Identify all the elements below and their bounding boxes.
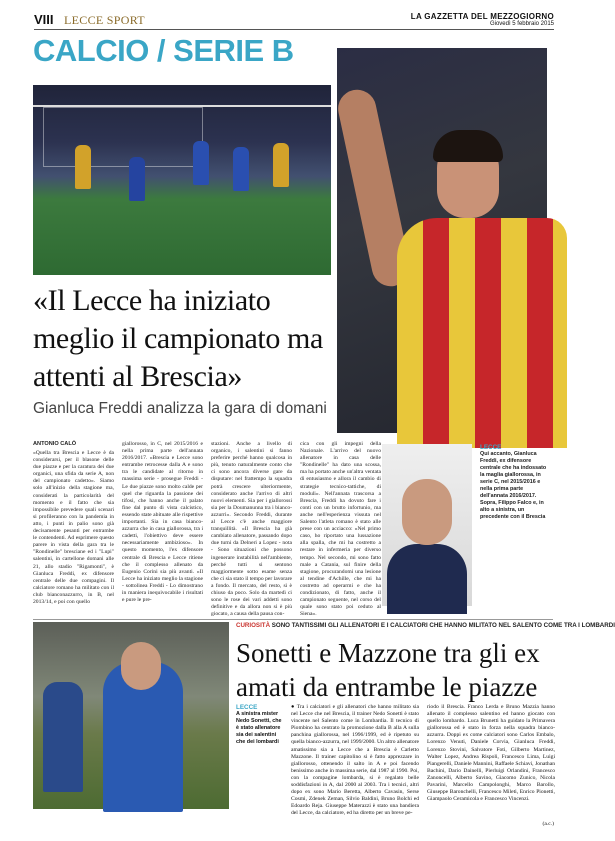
player-hair — [433, 130, 503, 162]
curiosita-strap — [236, 622, 615, 629]
caption-label: LECCE — [236, 704, 258, 711]
caption-text: Qui accanto, Gianluca Freddi, ex difensore centrale che ha indossato la maglia giallorossa, in serie C, nel 2015/2016 e nella prima parte dell'annata 2016/2017. Sopra, Filippo Falco e, in alto a sinistra, un precedente con il Brescia — [480, 451, 547, 520]
photo-caption — [480, 444, 550, 521]
author-signature: (a.c.) — [542, 821, 554, 827]
page-number: VIII — [34, 12, 54, 27]
photo-caption — [236, 704, 286, 746]
player-figure — [233, 147, 249, 191]
lecce-shirt — [397, 218, 567, 448]
player-figure — [129, 157, 145, 201]
subheadline: Gianluca Freddi analizza la gara di domani — [33, 400, 327, 417]
caption-label: LECCE — [480, 444, 502, 451]
caption-text: A sinistra mister Nedo Sonetti, che è stato allenatore sia dei salentini che dei lombardi — [236, 711, 282, 745]
byline: ANTONIO CALÒ — [33, 441, 77, 447]
player-figure — [75, 145, 91, 189]
section-name: LECCE SPORT — [64, 13, 145, 27]
match-photo — [33, 85, 331, 275]
coach-face — [121, 642, 161, 690]
curiosita-label: CURIOSITÀ — [236, 622, 271, 629]
secondary-article-body — [291, 704, 555, 829]
kicker-title: CALCIO / SERIE B — [33, 33, 294, 68]
article-body — [33, 441, 433, 621]
portrait-body — [387, 544, 467, 614]
portrait-face — [402, 479, 452, 545]
player-celebration-photo — [337, 48, 547, 433]
player-figure — [43, 682, 83, 792]
freddi-portrait — [382, 444, 472, 606]
article-column: ● Tra i calciatori e gli allenatori che hanno militato sia nel Lecce che nel Brescia, il trainer Nedo Sonetti è stato vincente nel Salento come in Lombardia. Il tecnico di Piombino ha centrato la promozione dalla B alla A sulla panchina giallorossa, nel 1996/1999, ed è ripetuto su quella bianco-azzurra, nel 1999/2000. Un altro allenatore amatissimo sia a Lecce che a Brescia è Carletto Mazzone. Il trainer capitolino si è fatto apprezzare in giallorosso, ottenendo il salto in A e poi facendo benissimo anche in massima serie, dal 1987 al 1990. Poi, con la compagine lombarda, si è regalato belle soddisfazioni in A, dal 2000 al 2003. Tra i tecnici, altri dopo ex sono Mario Beretta, Alberto Cavasin, Serse Cosmi, Zdenek Zeman, Silvio Baldini, Bruno Bolchi ed Edoardo Reja. Giuseppe Materazzi è stato una bandiera del Lecce, da calciatore, ed ha diretto per un breve pe- — [291, 704, 419, 817]
player-figure — [273, 143, 289, 187]
main-headline: «Il Lecce ha iniziato meglio il campionato ma attenti al Brescia» — [33, 284, 323, 393]
coach-photo — [33, 622, 229, 809]
secondary-headline: Sonetti e Mazzone tra gli ex amati da entrambe le piazze — [236, 638, 540, 702]
article-column — [33, 441, 114, 621]
issue-date: Giovedì 5 febbraio 2015 — [489, 21, 554, 27]
article-column: riodo il Brescia. Franco Lerda e Bruno Mazzia hanno allenato il complesso salentino ed hanno giocato con quello lombardo. Luca Brunetti ha guidato la Primavera giallorossa ed è stato in forza nella squadra bianco-azzurra. Doppi ex come calciatori sono Carlos Embalo, Lorenzo Venuti, Daniele Corvia, Gianluca Freddi, Lorenzo Stovini, Salvatore Foti, Gilberto Martinez, Walter Lopez, Andrea Rispoli, Francesco Lima, Luigi Piangerelli, Daniele Mannini, Raffaele Schiavi, Jonathan Bachini, Dario Dainelli, Pierluigi Orlandini, Francesco Zanoncelli, Alberto Savino, Giacomo Zunico, Nicola Pavarini, Marcello Campolonghi, Marco Barollo, Giuseppe Baronchelli, Francesco Mileti, Enrico Pionetti, Giampaolo Ceramicola e Francesco Vincenzi. — [427, 704, 555, 803]
column-text: «Quella tra Brescia e Lecce è da considerarsi, per il blasone delle due piazze e per la caratura dei due organici, una sfida da serie A, non del campionato cadetto». Siamo solo all'inizio della stagione ma, considerati la particolarità del momento e il fatto che sia impossibile prevedere quali scenari si profileranno con la pandemia in atto, i punti in palio sono già decisamente pesanti per entrambe le contendenti. Ad esprimere questo parere in vista della gara tra le "Rondinelle" bresciane ed i "Lupi" salentini, in cartellone domani alle 21, allo stadio "Rigamonti", è Gianluca Freddi, ex difensore centrale delle due compagini. Il calciatore romano ha militato con il club bianconazzurro, in B, nel 2013/14, e poi con quello — [33, 450, 114, 605]
player-figure — [193, 141, 209, 185]
curiosita-text: SONO TANTISSIMI GLI ALLENATORI E I CALCIATORI CHE HANNO MILITATO NEL SALENTO COME TRA I LOMBARDI — [271, 622, 615, 629]
article-column: stazioni. Anche a livello di organico, i salentini si fanno preferire perché hanno qualcosa in più, tenuto naturalmente conto che ci sono ancora diverse gare da disputare: nel frattempo la squadra potrà crescere ulteriormente, considerato anche l'arrivo di altri nuovi elementi. Sia per i giallorossi sia per la Doumanunna tra i bianco-azzurri». Secondo Freddi, durante al Lecce c'è anche maggiore tranquillità. «Il Brescia ha già cambiato allenatore, passando dopo due turni da Delneri a Lopez - nota - Sono situazioni che possono ingenerare instabilità nell'ambiente, perché tutti si sentono maggiormente sotto esame senza che ci sia stato il tempo per lavorare a fondo. Il mercato, del resto, sì è chiuso da poco. Solo da martedì ci sono le rose dei vari addetti sono definitive e da allora non si è più giocato, a causa della pausa con- — [211, 441, 292, 618]
article-column: cica con gli impegni della Nazionale. L'arrivo del nuovo allenatore in casa delle "Rondinelle" ha dato una scossa, ma ha portato anche un'altra ventata di entusiasmo e allora il cambio di strategie tecnico-tattiche, di moduli». Nell'annata trascorsa a Brescia, Freddi ha dovuto fare i conti con un brutto infortunio, ma anche nell'esperienza vissuta nel Salento l'atleta romano è stato alle prese con un acciacco: «Nel primo caso, ho riportato una lussazione alla spalla, che mi ha costretto a restare in infermeria per diverso tempo. Nel secondo, mi sono fatto male a Catania, sul finire della stagione, procurandomi una lesione al tendine d'Achille, che mi ha costretto ad operarmi e che ha condizionato, di fatto, anche il campionato seguente, nel corso del quale sono stato poi ceduto al Siena». — [300, 441, 381, 618]
page-header — [34, 12, 554, 30]
section-divider — [33, 619, 553, 620]
goal-net — [43, 107, 203, 167]
article-column: giallorosso, in C, nel 2015/2016 e nella prima parte dell'annata 2016/2017. «Brescia e Lecce sono entrambe retrocesse dalla A e sono tra le candidate al ritorno in massima serie - prosegue Freddi - Le due piazze sono molto calde per quel che riguarda la passione dei tifosi, che hanno anche il palato fine dal punto di vista calcistico, essendo state abituate alle rispettive importanti. Sia in casa bianco-azzurra che in casa giallorossa, tra i cadetti, l'obiettivo deve essere necessariamente ambizioso». In questo momento, l'ex difensore centrale di Brescia e Lecce ritiene che il complesso allenato da Eugenio Corini sia più avanti. «Il Lecce ha iniziato meglio la stagione - sottolinea Freddi - Lo dimostrano in maniera inequivocabile i risultati e pure le pre- — [122, 441, 203, 604]
newspaper-name: LA GAZZETTA DEL MEZZOGIORNO — [410, 12, 554, 21]
